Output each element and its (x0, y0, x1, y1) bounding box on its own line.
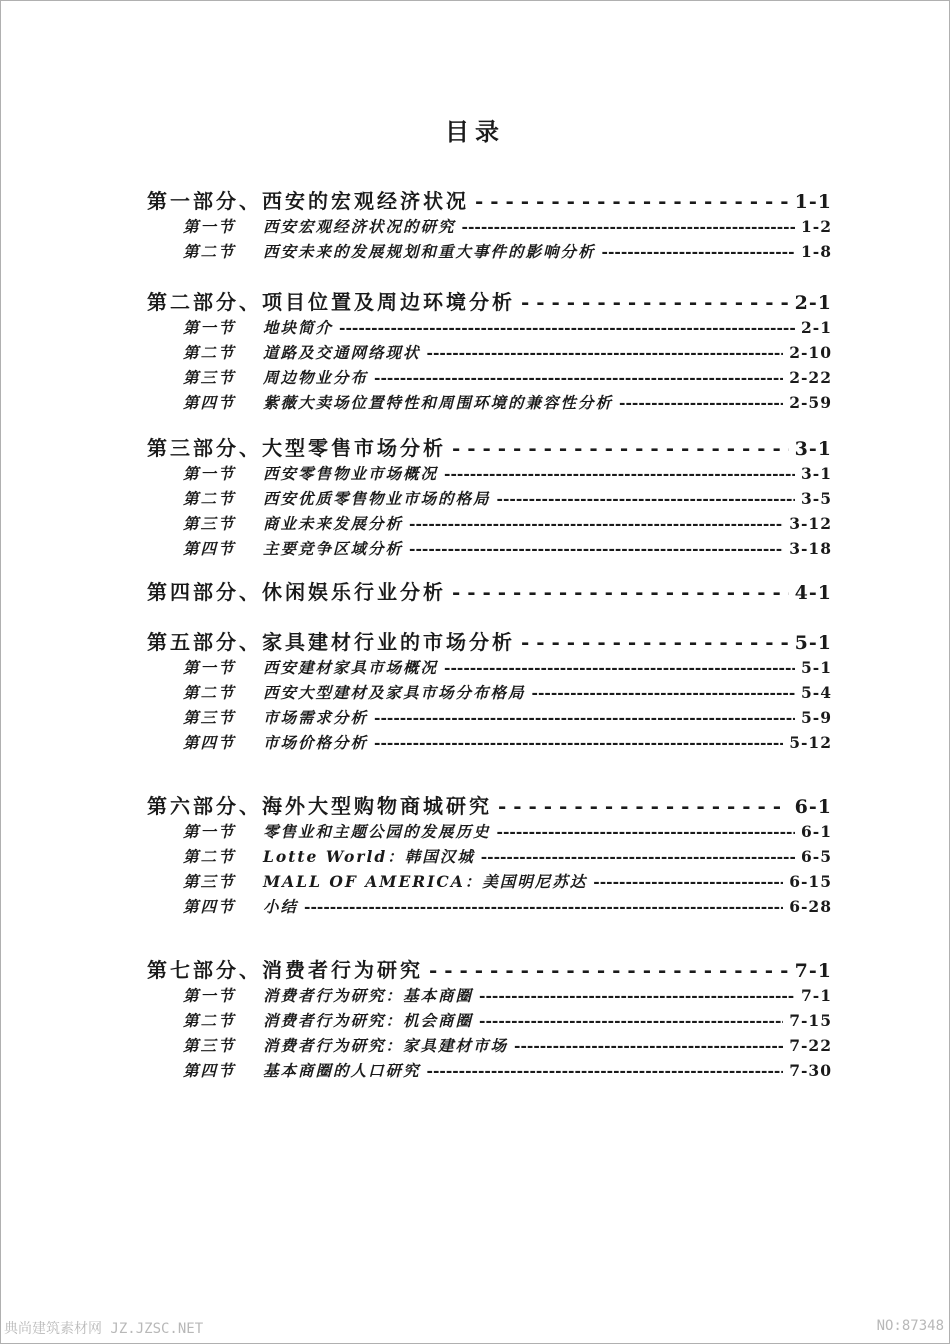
toc-part-entry[interactable] (147, 790, 832, 819)
toc-page-number: 5-1 (800, 658, 832, 677)
toc-dot-leader (497, 822, 795, 841)
toc-section-entry[interactable] (183, 895, 832, 917)
toc-entry-title: 零售业和主题公园的发展历史 (263, 822, 491, 841)
toc-entry-title: 西安大型建材及家具市场分布格局 (263, 683, 526, 702)
toc-section-number: 第一节 (183, 217, 236, 236)
toc-dot-leader (521, 290, 789, 314)
toc-page-number: 7-1 (800, 986, 832, 1005)
toc-entry-title: 主要竞争区域分析 (263, 539, 404, 558)
toc-page-number: 2-59 (789, 393, 832, 412)
toc-section-entry[interactable] (183, 240, 832, 262)
toc-part-entry[interactable] (147, 626, 832, 655)
toc-dot-leader (374, 708, 795, 727)
toc-dot-leader (481, 847, 795, 866)
page-border-left (0, 0, 1, 1344)
toc-page-number: 5-4 (800, 683, 832, 702)
toc-section-entry[interactable] (183, 984, 832, 1006)
toc-page-number: 3-12 (789, 514, 832, 533)
toc-section-number: 第一节 (183, 318, 236, 337)
toc-section-number: 第四节 (183, 1061, 236, 1080)
page-title: 目录 (445, 117, 505, 146)
toc-section-entry[interactable] (183, 462, 832, 484)
toc-dot-leader (427, 343, 784, 362)
toc-section-entry[interactable] (183, 487, 832, 509)
toc-page-number: 2-22 (789, 368, 832, 387)
toc-page-number: 6-28 (789, 897, 832, 916)
toc-entry-title: 西安宏观经济状况的研究 (263, 217, 456, 236)
toc-page-number: 3-18 (789, 539, 832, 558)
toc-section-entry[interactable] (183, 731, 832, 753)
toc-part-entry[interactable] (147, 954, 832, 983)
toc-section-entry[interactable] (183, 706, 832, 728)
toc-section-number: 第三节 (183, 872, 236, 891)
toc-entry-title: 西安零售物业市场概况 (263, 464, 439, 483)
toc-section-entry[interactable] (183, 316, 832, 338)
toc-dot-leader (444, 658, 795, 677)
toc-dot-leader (409, 539, 783, 558)
toc-entry-title: 第二部分、项目位置及周边环境分析 (147, 290, 515, 314)
toc-entry-title: 西安优质零售物业市场的格局 (263, 489, 491, 508)
toc-page-number: 7-15 (789, 1011, 832, 1030)
toc-entry-title: 西安建材家具市场概况 (263, 658, 439, 677)
toc-section-number: 第二节 (183, 847, 236, 866)
toc-section-entry[interactable] (183, 366, 832, 388)
toc-entry-title: 第四部分、休闲娱乐行业分析 (147, 580, 446, 604)
toc-page-number: 1-1 (794, 191, 832, 213)
toc-section-entry[interactable] (183, 537, 832, 559)
toc-entry-title: 第三部分、大型零售市场分析 (147, 436, 446, 460)
toc-entry-title: 消费者行为研究：基本商圈 (263, 986, 474, 1005)
toc-part-entry[interactable] (147, 185, 832, 214)
toc-section-number: 第一节 (183, 658, 236, 677)
toc-dot-leader (374, 368, 783, 387)
toc-dot-leader (444, 464, 795, 483)
toc-page-number: 6-15 (789, 872, 832, 891)
toc-section-entry[interactable] (183, 820, 832, 842)
toc-entry-title: 市场价格分析 (263, 733, 369, 752)
toc-dot-leader (339, 318, 795, 337)
toc-section-number: 第三节 (183, 514, 236, 533)
toc-entry-title: 第一部分、西安的宏观经济状况 (147, 189, 469, 213)
toc-section-entry[interactable] (183, 1034, 832, 1056)
page-border-top (0, 0, 950, 1)
toc-entry-title: 周边物业分布 (263, 368, 369, 387)
toc-section-number: 第一节 (183, 986, 236, 1005)
toc-entry-title: 地块简介 (263, 318, 334, 337)
toc-section-entry[interactable] (183, 656, 832, 678)
toc-section-entry[interactable] (183, 215, 832, 237)
toc-entry-title: 小结 (263, 897, 299, 916)
toc-dot-leader (514, 1036, 783, 1055)
toc-section-entry[interactable] (183, 870, 832, 892)
footer-watermark-left: 典尚建筑素材网 JZ.JZSC.NET (4, 1321, 204, 1337)
toc-section-number: 第三节 (183, 368, 236, 387)
toc-section-number: 第四节 (183, 897, 236, 916)
toc-page-number: 4-1 (794, 582, 832, 604)
toc-entry-title: 市场需求分析 (263, 708, 369, 727)
toc-dot-leader (521, 630, 789, 654)
toc-entry-title: 消费者行为研究：家具建材市场 (263, 1036, 509, 1055)
toc-entry-title: 西安未来的发展规划和重大事件的影响分析 (263, 242, 596, 261)
toc-page-number: 6-1 (794, 796, 832, 818)
toc-section-entry[interactable] (183, 1009, 832, 1031)
toc-dot-leader (497, 489, 795, 508)
toc-entry-title: 道路及交通网络现状 (263, 343, 421, 362)
toc-page-number: 7-22 (789, 1036, 832, 1055)
toc-page-number: 2-1 (794, 292, 832, 314)
toc-section-number: 第三节 (183, 708, 236, 727)
toc-section-number: 第二节 (183, 242, 236, 261)
toc-section-number: 第二节 (183, 683, 236, 702)
toc-part-entry[interactable] (147, 286, 832, 315)
toc-entry-title: 消费者行为研究：机会商圈 (263, 1011, 474, 1030)
toc-dot-leader (475, 189, 789, 213)
toc-dot-leader (429, 958, 789, 982)
toc-dot-leader (427, 1061, 784, 1080)
toc-entry-title: 第七部分、消费者行为研究 (147, 958, 423, 982)
toc-dot-leader (479, 1011, 783, 1030)
toc-section-entry[interactable] (183, 681, 832, 703)
toc-section-number: 第四节 (183, 393, 236, 412)
toc-section-entry[interactable] (183, 1059, 832, 1081)
toc-entry-title: 商业未来发展分析 (263, 514, 404, 533)
toc-page-number: 6-1 (800, 822, 832, 841)
toc-page-number: 6-5 (800, 847, 832, 866)
toc-page-number: 5-12 (789, 733, 832, 752)
toc-page-number: 3-1 (794, 438, 832, 460)
toc-dot-leader (304, 897, 783, 916)
toc-dot-leader (452, 436, 789, 460)
toc-page-number: 5-9 (800, 708, 832, 727)
toc-section-number: 第二节 (183, 343, 236, 362)
toc-dot-leader (374, 733, 783, 752)
toc-entry-title: 第五部分、家具建材行业的市场分析 (147, 630, 515, 654)
toc-dot-leader (462, 217, 795, 236)
toc-part-entry[interactable] (147, 432, 832, 461)
toc-page-number: 7-1 (794, 960, 832, 982)
toc-section-number: 第一节 (183, 464, 236, 483)
toc-page-number: 5-1 (794, 632, 832, 654)
toc-page-number: 3-5 (800, 489, 832, 508)
toc-section-number: 第二节 (183, 489, 236, 508)
toc-entry-title: 第六部分、海外大型购物商城研究 (147, 794, 492, 818)
toc-dot-leader (479, 986, 795, 1005)
toc-section-entry[interactable] (183, 845, 832, 867)
toc-page-number: 3-1 (800, 464, 832, 483)
toc-part-entry[interactable] (147, 576, 832, 605)
toc-dot-leader (452, 580, 789, 604)
toc-dot-leader (619, 393, 783, 412)
toc-section-number: 第三节 (183, 1036, 236, 1055)
toc-page-number: 2-10 (789, 343, 832, 362)
toc-section-entry[interactable] (183, 391, 832, 413)
toc-dot-leader (498, 794, 789, 818)
toc-dot-leader (409, 514, 783, 533)
toc-entry-title: Lotte World：韩国汉城 (263, 847, 475, 866)
toc-section-number: 第一节 (183, 822, 236, 841)
footer-watermark-right: NO:87348 (876, 1318, 944, 1334)
toc-section-entry[interactable] (183, 512, 832, 534)
toc-dot-leader (532, 683, 795, 702)
toc-entry-title: 紫薇大卖场位置特性和周围环境的兼容性分析 (263, 393, 614, 412)
toc-section-number: 第四节 (183, 539, 236, 558)
toc-dot-leader (602, 242, 795, 261)
toc-page-number: 1-8 (800, 242, 832, 261)
toc-section-number: 第二节 (183, 1011, 236, 1030)
toc-page-number: 2-1 (800, 318, 832, 337)
toc-page-number: 1-2 (800, 217, 832, 236)
toc-section-entry[interactable] (183, 341, 832, 363)
toc-entry-title: 基本商圈的人口研究 (263, 1061, 421, 1080)
toc-entry-title: MALL OF AMERICA：美国明尼苏达 (263, 872, 588, 891)
toc-section-number: 第四节 (183, 733, 236, 752)
toc-page-number: 7-30 (789, 1061, 832, 1080)
toc-dot-leader (593, 872, 783, 891)
